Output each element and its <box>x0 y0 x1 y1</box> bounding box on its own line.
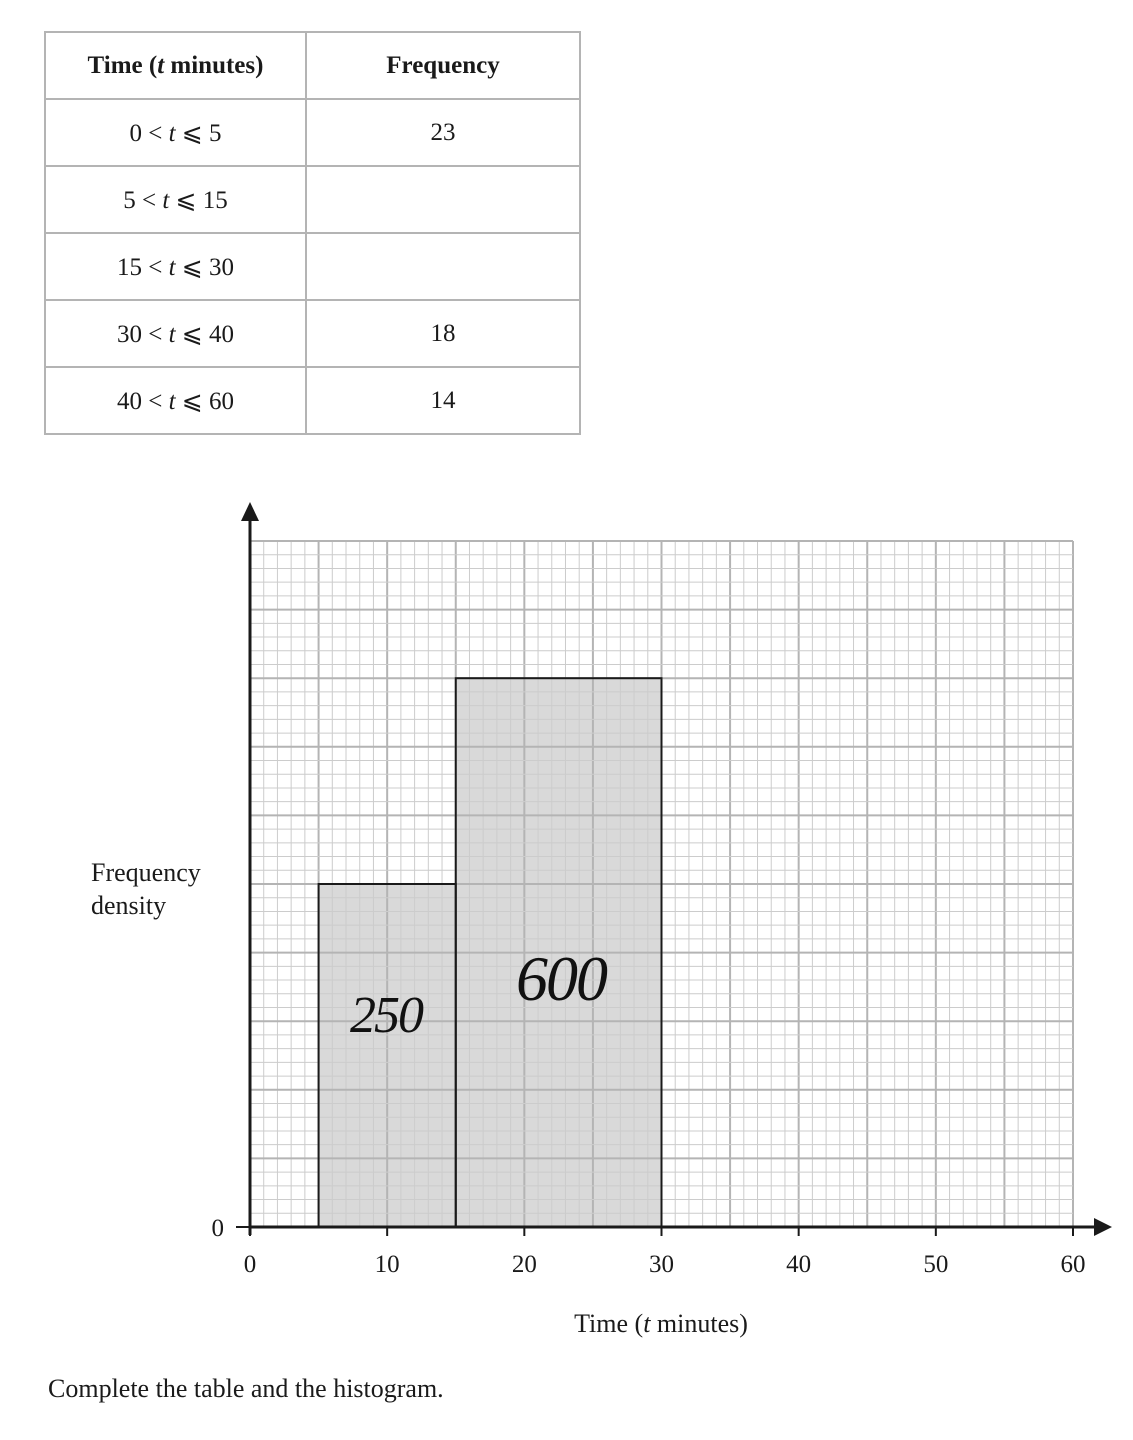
x-tick-label: 10 <box>374 1251 400 1278</box>
x-tick-label: 40 <box>786 1251 812 1278</box>
handwritten-bar-label: 250 <box>350 987 422 1044</box>
time-column-header: Time (t minutes) <box>45 32 306 99</box>
x-tick-label: 50 <box>923 1251 949 1278</box>
frequency-cell[interactable]: 18 <box>306 300 580 367</box>
time-interval-cell: 15 < t ⩽ 30 <box>45 233 306 300</box>
y-axis-arrow <box>241 502 259 521</box>
handwritten-bar-label: 600 <box>516 943 606 1014</box>
x-tick-label: 0 <box>243 1251 257 1278</box>
time-interval-cell: 40 < t ⩽ 60 <box>45 367 306 434</box>
time-interval-cell: 30 < t ⩽ 40 <box>45 300 306 367</box>
frequency-cell[interactable]: 23 <box>306 99 580 166</box>
time-interval-cell: 0 < t ⩽ 5 <box>45 99 306 166</box>
x-axis-label: Time (t minutes) <box>574 1309 748 1338</box>
y-axis-label: Frequency density <box>91 858 201 920</box>
x-tick-label: 30 <box>649 1251 674 1278</box>
instruction-text: Complete the table and the histogram. <box>48 1374 444 1403</box>
y-tick-label: 0 <box>211 1215 224 1242</box>
x-tick-label: 20 <box>511 1251 537 1278</box>
frequency-cell[interactable]: 14 <box>306 367 580 434</box>
x-axis-arrow <box>1094 1218 1112 1236</box>
time-interval-cell: 5 < t ⩽ 15 <box>45 166 306 233</box>
x-tick-label: 60 <box>1060 1251 1086 1278</box>
frequency-column-header: Frequency <box>306 32 580 99</box>
